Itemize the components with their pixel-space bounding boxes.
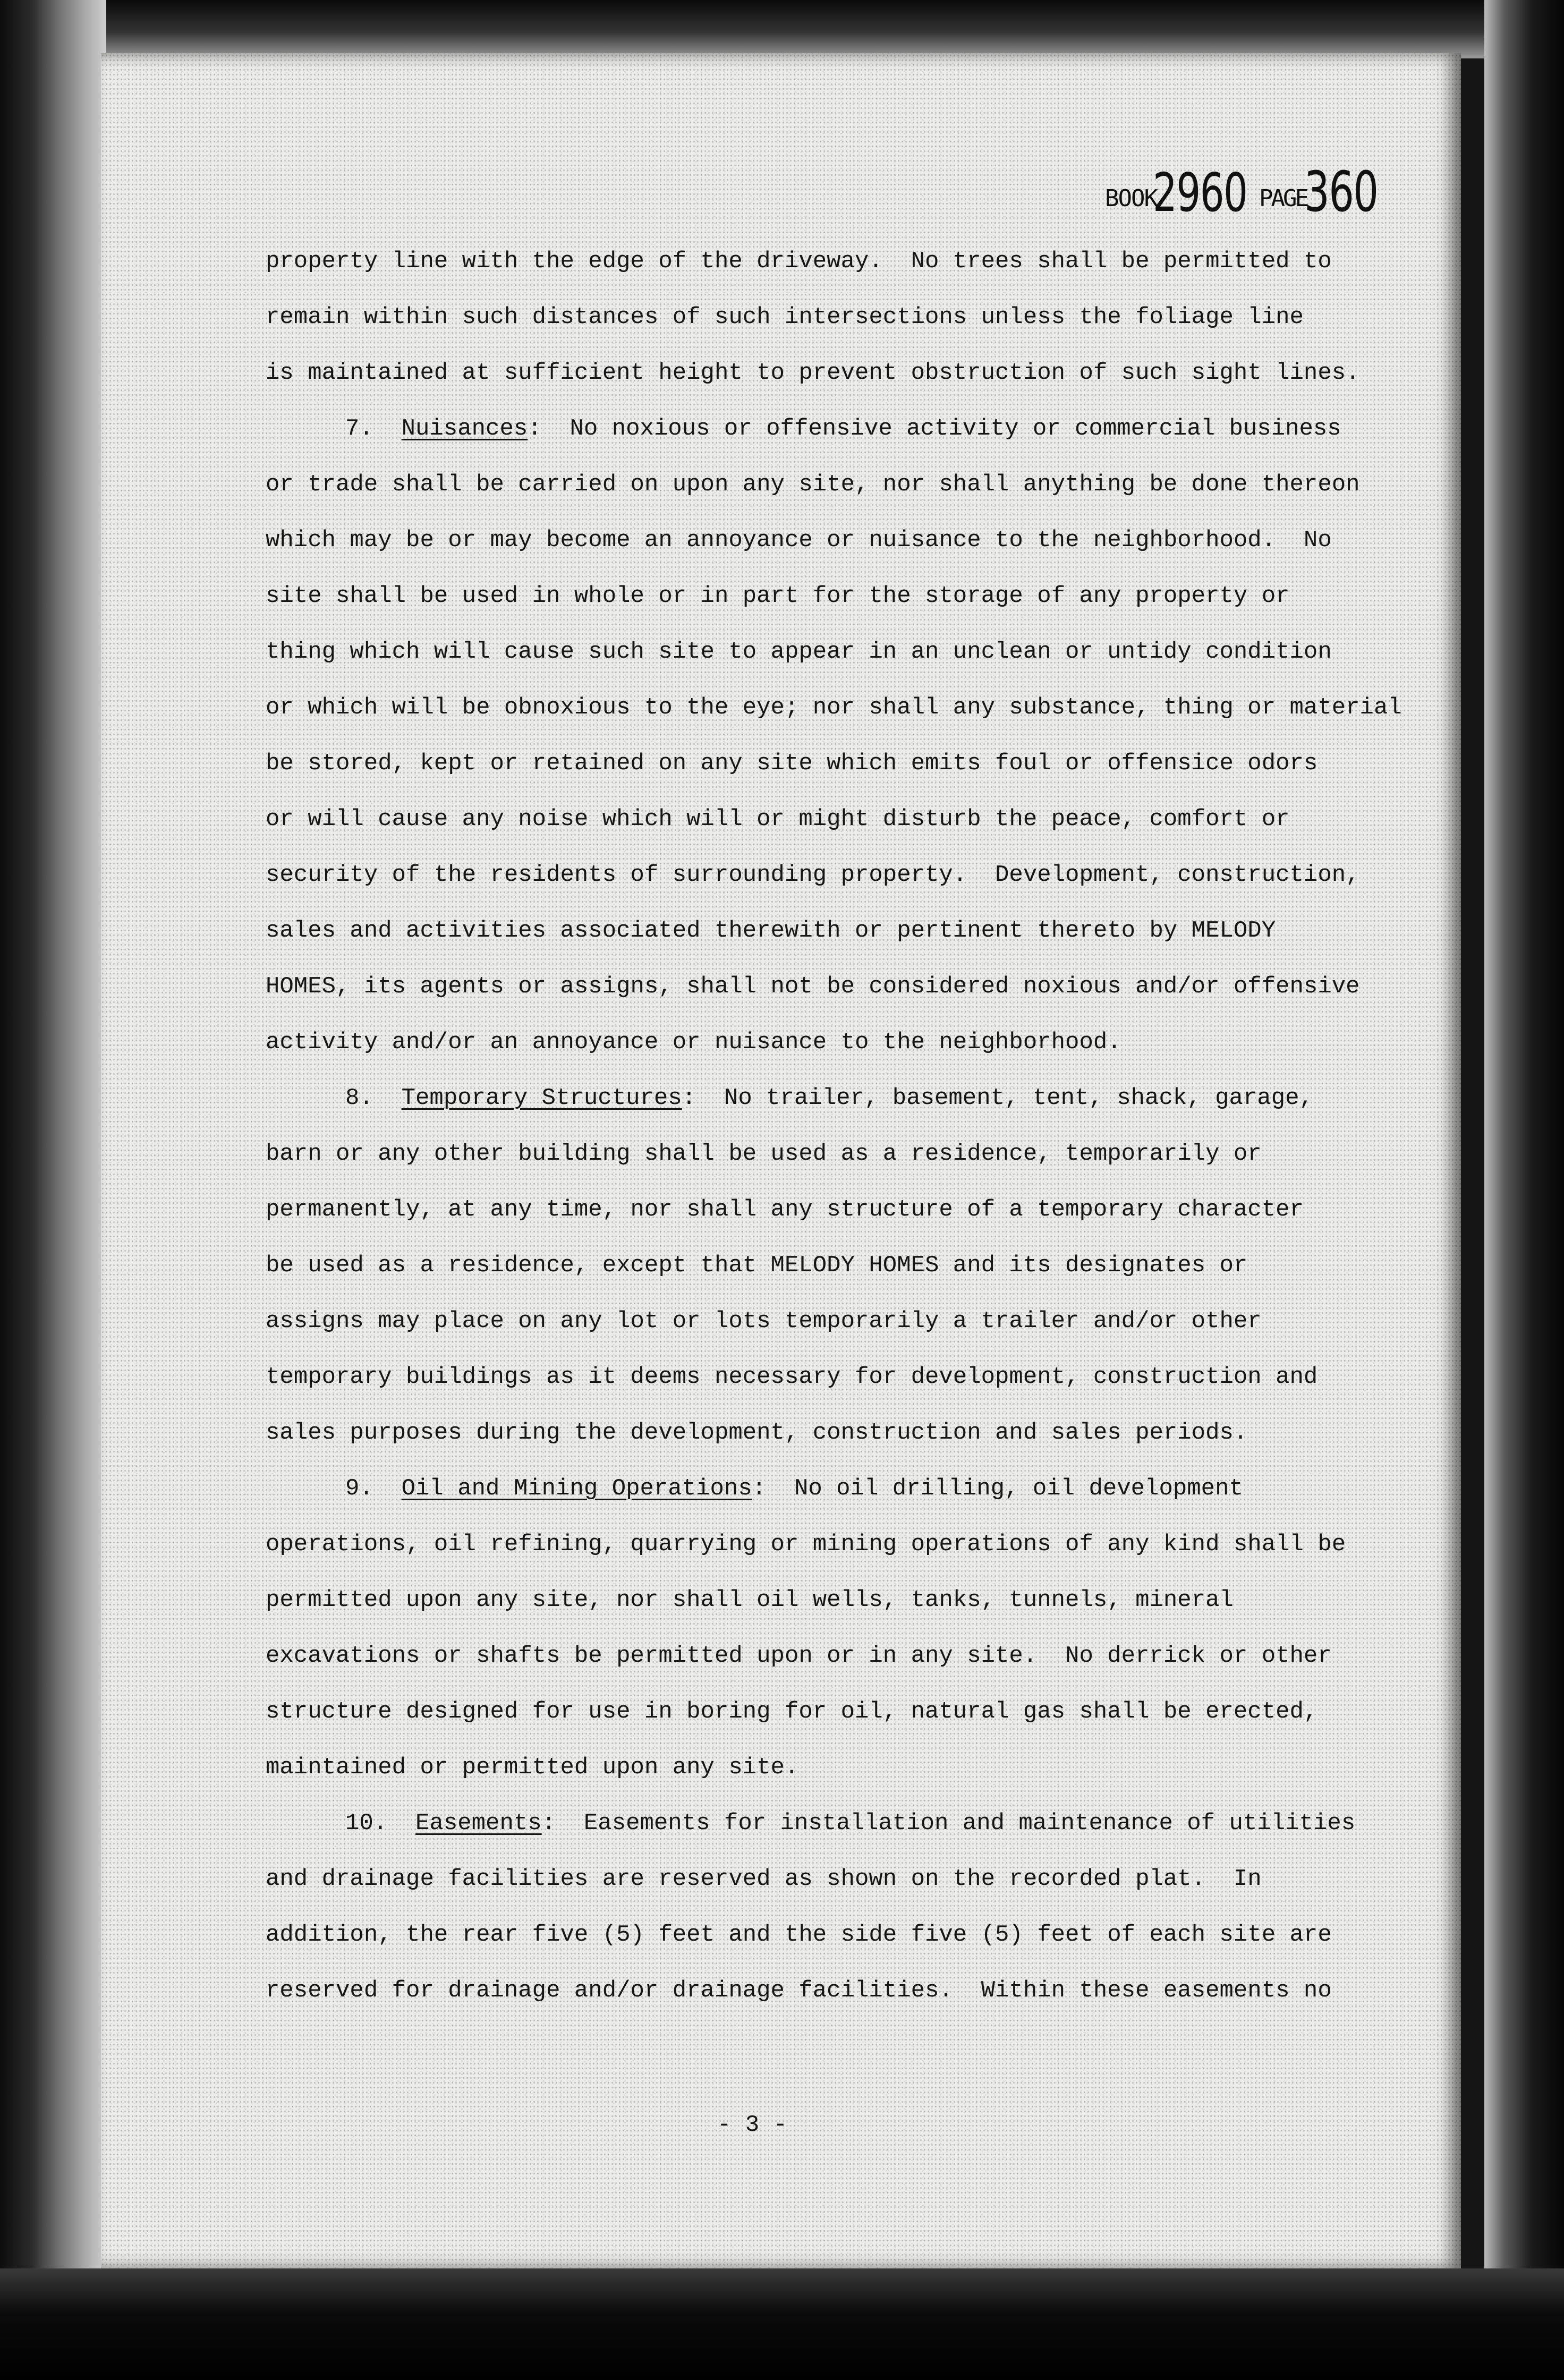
text-line: [266, 290, 1392, 345]
line-text: assigns may place on any lot or lots temporarily a trailer and/or other: [266, 1308, 1262, 1334]
line-text: sales and activities associated therewith or pertinent thereto by MELODY: [266, 917, 1276, 944]
section-number: 9.: [345, 1475, 373, 1502]
text-line: [266, 1963, 1392, 2019]
line-text: remain within such distances of such intersections unless the foliage line: [266, 304, 1304, 330]
text-line: [266, 1349, 1392, 1405]
section-heading-line: [266, 1796, 1392, 1851]
line-text: permanently, at any time, nor shall any structure of a temporary character: [266, 1196, 1304, 1223]
line-text: excavations or shafts be permitted upon or in any site. No derrick or other: [266, 1643, 1332, 1669]
line-text: is maintained at sufficient height to prevent obstruction of such sight lines.: [266, 360, 1360, 386]
scanner-edge-bottom: [0, 2268, 1564, 2380]
text-line: [266, 1238, 1392, 1294]
text-line: [266, 345, 1392, 401]
text-line: [266, 1182, 1392, 1238]
scanner-edge-top: [0, 0, 1564, 58]
section-number: 8.: [345, 1085, 373, 1111]
line-text: : No noxious or offensive activity or commercial business: [528, 415, 1341, 442]
line-text: or which will be obnoxious to the eye; nor shall any substance, thing or material: [266, 694, 1402, 721]
section-heading-line: [266, 401, 1392, 457]
section-heading-line: [266, 1461, 1392, 1517]
line-text: and drainage facilities are reserved as shown on the recorded plat. In: [266, 1866, 1262, 1892]
line-text: or will cause any noise which will or might disturb the peace, comfort or: [266, 806, 1290, 832]
line-text: temporary buildings as it deems necessary for development, construction and: [266, 1364, 1318, 1390]
document-body: [266, 234, 1402, 2019]
line-text: : Easements for installation and maintenance of utilities: [541, 1810, 1356, 1837]
section-heading: Easements: [415, 1810, 542, 1837]
text-line: [266, 1572, 1392, 1628]
line-text: security of the residents of surrounding property. Development, construction,: [266, 862, 1360, 888]
text-line: [266, 1684, 1392, 1740]
text-line: [266, 1126, 1392, 1182]
line-text: : No oil drilling, oil development: [752, 1475, 1243, 1502]
text-line: [266, 1517, 1392, 1572]
line-text: thing which will cause such site to appear in an unclean or untidy condition: [266, 639, 1332, 665]
book-label: BOOK: [1105, 185, 1157, 212]
text-line: [266, 568, 1392, 624]
text-line: [266, 1015, 1392, 1070]
section-number: 7.: [345, 415, 373, 442]
text-line: [266, 959, 1392, 1015]
line-text: barn or any other building shall be used as a residence, temporarily or: [266, 1141, 1262, 1167]
text-line: [266, 513, 1392, 568]
text-line: [266, 736, 1392, 792]
line-text: HOMES, its agents or assigns, shall not be considered noxious and/or offensive: [266, 973, 1360, 1000]
line-text: operations, oil refining, quarrying or mining operations of any kind shall be: [266, 1531, 1346, 1558]
text-line: [266, 1740, 1392, 1796]
text-line: [266, 847, 1392, 903]
section-heading-line: [266, 1070, 1392, 1126]
line-text: which may be or may become an annoyance or nuisance to the neighborhood. No: [266, 527, 1332, 554]
text-line: [266, 624, 1392, 680]
line-text: property line with the edge of the driveway. No trees shall be permitted to: [266, 248, 1332, 275]
text-line: [266, 903, 1392, 959]
line-text: structure designed for use in boring for oil, natural gas shall be erected,: [266, 1698, 1318, 1725]
text-line: [266, 792, 1392, 847]
text-line: [266, 1907, 1392, 1963]
scanner-edge-right: [1484, 0, 1564, 2380]
line-text: addition, the rear five (5) feet and the side five (5) feet of each site are: [266, 1922, 1332, 1948]
line-text: : No trailer, basement, tent, shack, garage,: [682, 1085, 1313, 1111]
footer-page-number: - 3 -: [717, 2112, 788, 2138]
text-line: [266, 1851, 1392, 1907]
line-text: be used as a residence, except that MELODY HOMES and its designates or: [266, 1252, 1248, 1279]
section-heading: Oil and Mining Operations: [401, 1475, 752, 1502]
text-line: [266, 234, 1392, 290]
line-text: or trade shall be carried on upon any site, nor shall anything be done thereon: [266, 471, 1360, 498]
section-number: 10.: [345, 1810, 388, 1837]
section-heading: Temporary Structures: [401, 1085, 682, 1111]
line-text: maintained or permitted upon any site.: [266, 1754, 799, 1781]
book-number: 2960: [1153, 162, 1247, 224]
text-line: [266, 1294, 1392, 1349]
line-text: activity and/or an annoyance or nuisance to the neighborhood.: [266, 1029, 1121, 1056]
text-line: [266, 457, 1392, 513]
page-number-stamp: 360: [1304, 159, 1378, 224]
scanner-edge-left: [0, 0, 106, 2380]
line-text: reserved for drainage and/or drainage facilities. Within these easements no: [266, 1977, 1332, 2004]
book-page-stamp: [1105, 159, 1381, 223]
text-line: [266, 680, 1402, 736]
line-text: be stored, kept or retained on any site which emits foul or offensice odors: [266, 750, 1318, 777]
page-label: PAGE: [1259, 185, 1307, 212]
line-text: sales purposes during the development, construction and sales periods.: [266, 1420, 1248, 1446]
text-line: [266, 1628, 1392, 1684]
text-line: [266, 1405, 1392, 1461]
line-text: site shall be used in whole or in part for the storage of any property or: [266, 583, 1290, 609]
section-heading: Nuisances: [401, 415, 528, 442]
line-text: permitted upon any site, nor shall oil wells, tanks, tunnels, mineral: [266, 1587, 1234, 1613]
